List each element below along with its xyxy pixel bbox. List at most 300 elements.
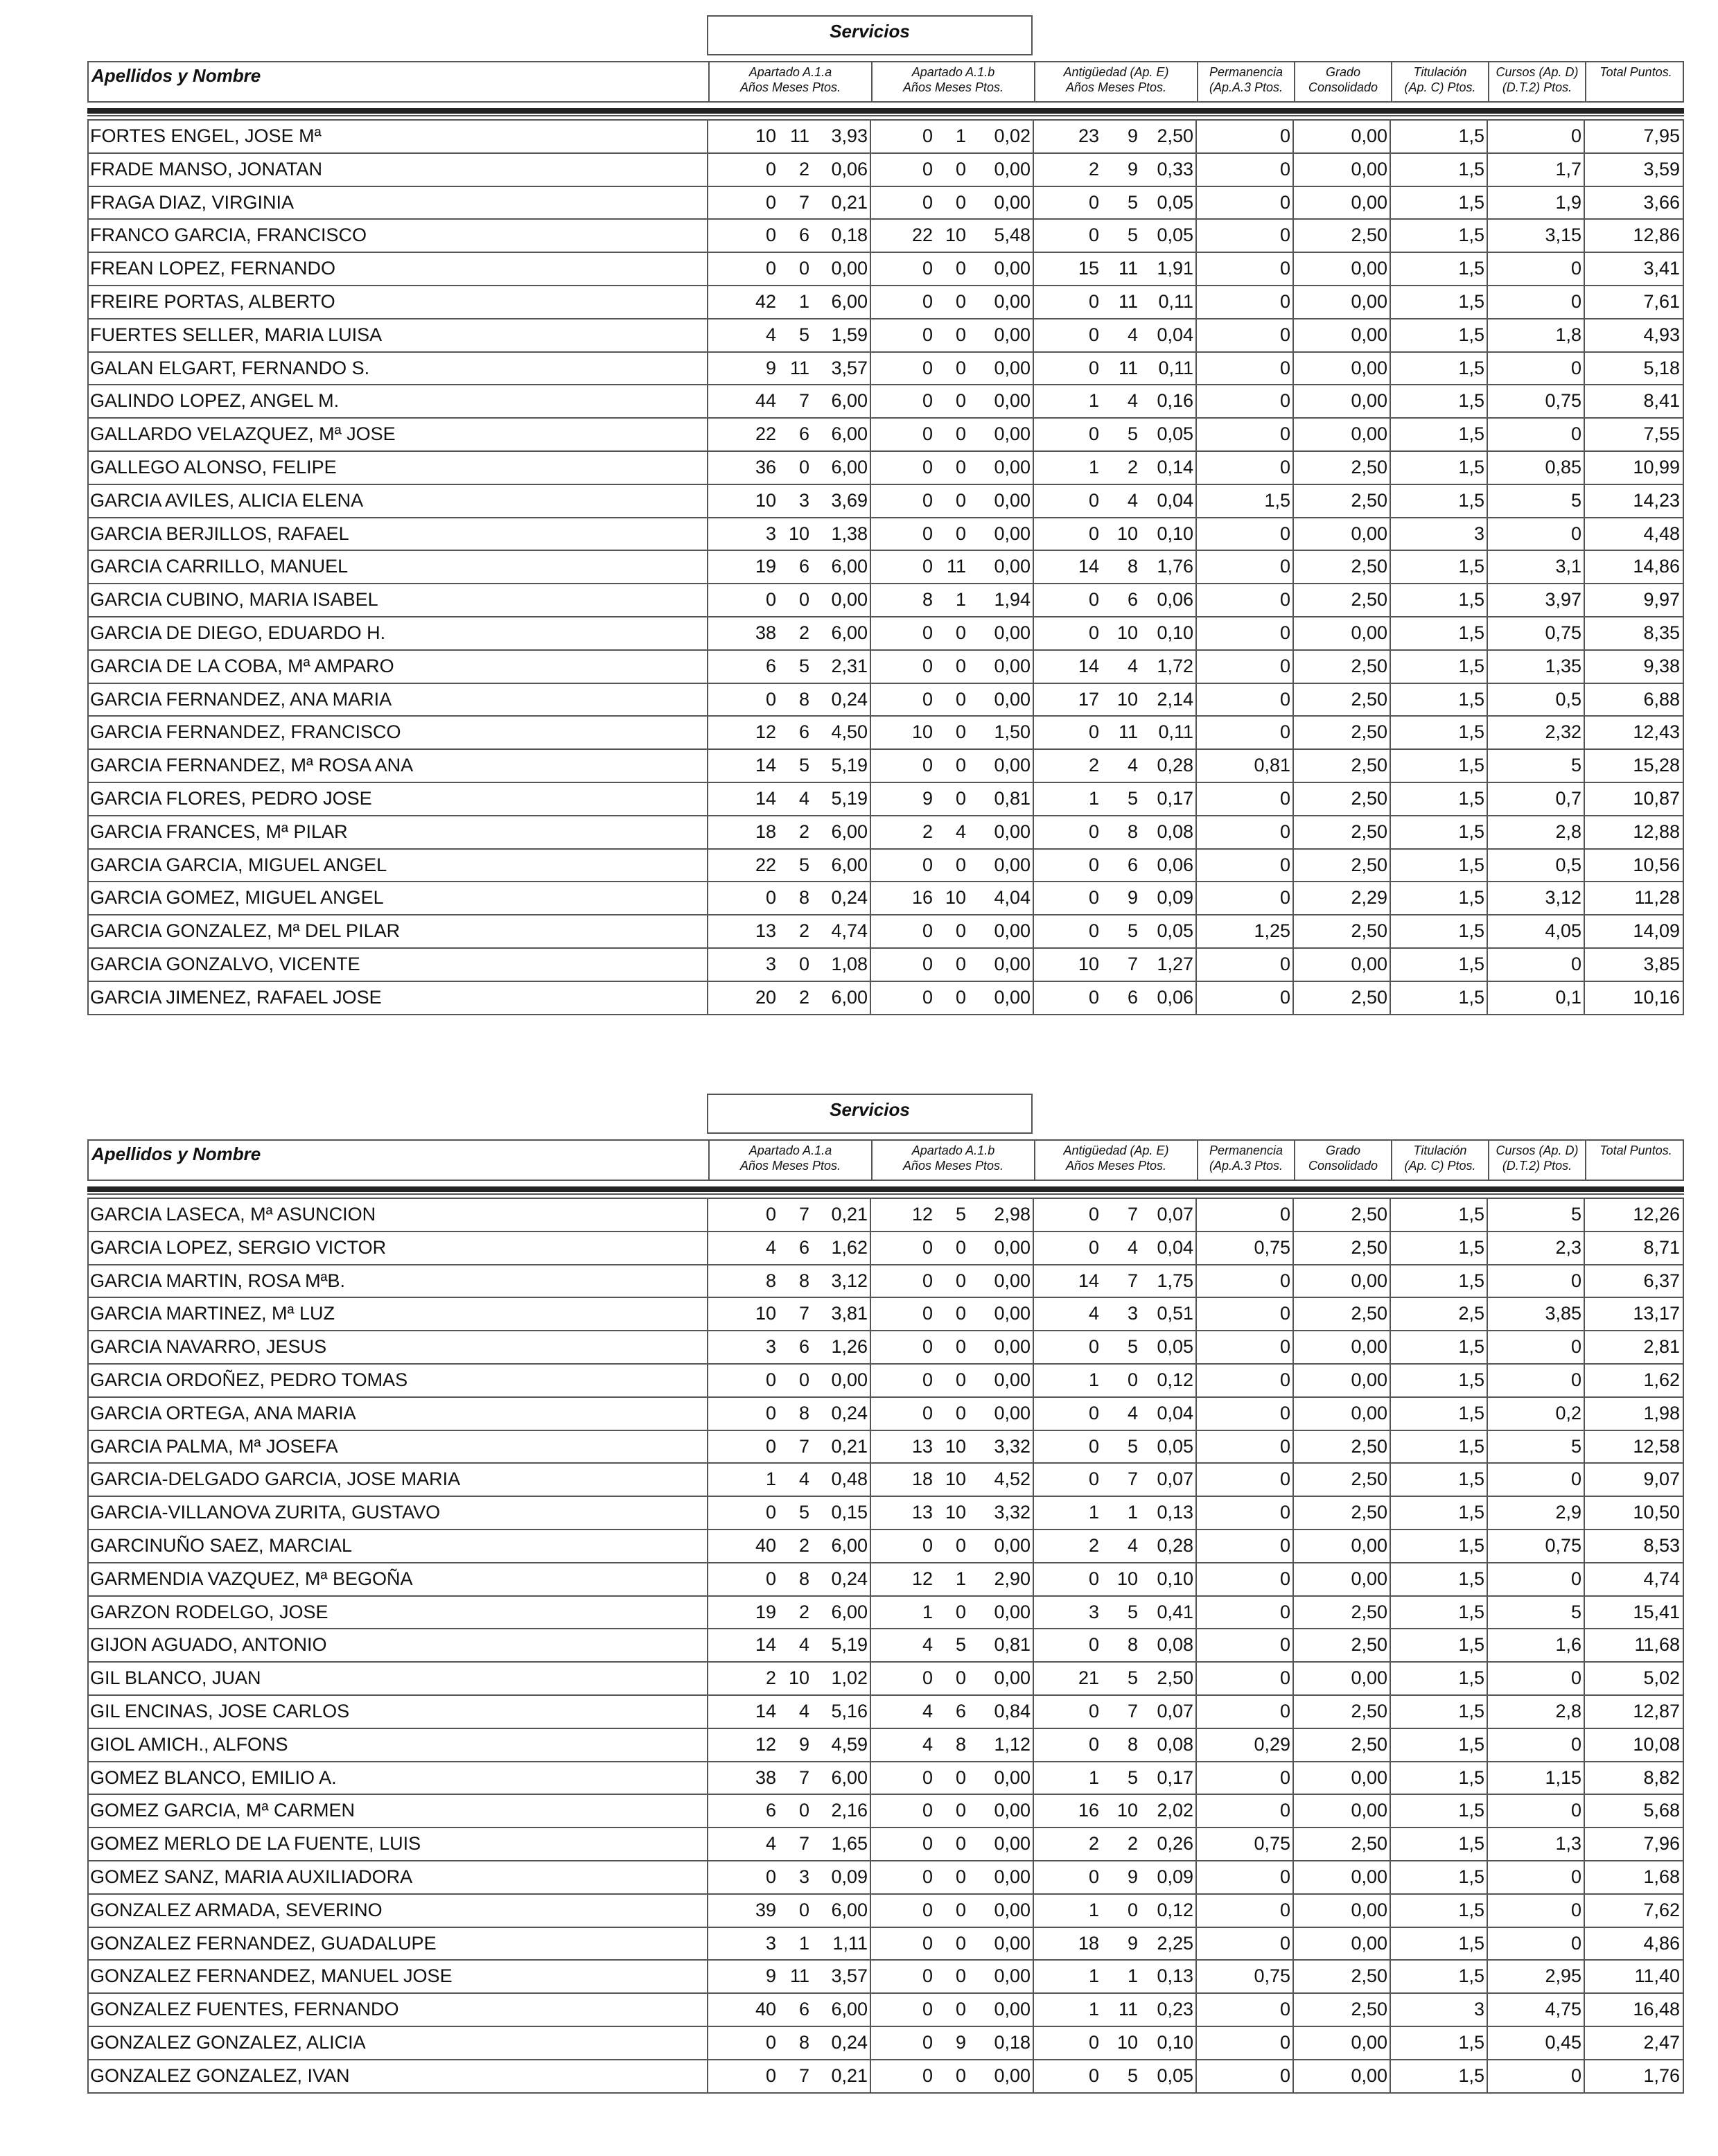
column-divider (870, 1398, 871, 1430)
column-divider (1195, 319, 1197, 351)
cell-cursos: 3,12 (1545, 887, 1581, 909)
cell-total: 15,41 (1633, 1601, 1680, 1622)
table-row (89, 119, 1683, 152)
column-divider (1195, 286, 1197, 318)
header-line-2: (Ap.A.3 Ptos. (1209, 1159, 1283, 1173)
column-divider (1195, 452, 1197, 484)
column-divider (1390, 1729, 1391, 1761)
column-divider (870, 1928, 871, 1960)
cell-a1a-points: 0,09 (831, 1866, 868, 1887)
cell-a1b-points: 0,81 (994, 787, 1031, 809)
cell-grado: 2,50 (1351, 920, 1387, 942)
column-divider (870, 1530, 871, 1562)
cell-permanencia: 0 (1279, 1534, 1290, 1556)
cell-grado: 0,00 (1351, 158, 1387, 179)
cell-titulacion: 1,5 (1458, 1965, 1484, 1987)
cell-titulacion: 1,5 (1458, 191, 1484, 213)
cell-a1b-months: 0 (955, 1999, 966, 2020)
cell-antig-months: 8 (1127, 556, 1138, 577)
cell-total: 14,23 (1633, 489, 1680, 511)
cell-total: 15,28 (1633, 755, 1680, 776)
cell-a1a-points: 3,69 (831, 489, 868, 511)
cell-antig-points: 0,04 (1157, 324, 1193, 345)
column-divider (1584, 850, 1585, 882)
header-line-2: Años Meses Ptos. (1065, 1159, 1167, 1173)
header-column-6 (1391, 62, 1488, 101)
cell-permanencia: 0 (1279, 589, 1290, 611)
column-divider (1033, 584, 1034, 616)
cell-a1a-months: 4 (798, 1634, 809, 1656)
column-divider (1292, 419, 1294, 450)
column-divider (1584, 551, 1585, 583)
column-divider (707, 1729, 708, 1761)
cell-total: 10,99 (1633, 456, 1680, 477)
cell-a1a-points: 1,65 (831, 1833, 868, 1855)
header-line-1: Apartado A.1.a (748, 1143, 832, 1157)
cell-antig-years: 0 (1088, 1402, 1099, 1423)
cell-a1a-years: 3 (765, 1336, 776, 1358)
cell-antig-points: 0,07 (1157, 1700, 1193, 1721)
row-name: FORTES ENGEL, JOSE Mª (90, 125, 322, 146)
table-row (89, 318, 1683, 351)
column-divider (1195, 2060, 1197, 2092)
cell-cursos: 2,8 (1555, 1700, 1581, 1721)
row-name: GARCIA ORTEGA, ANA MARIA (90, 1402, 356, 1423)
cell-a1a-points: 5,19 (831, 755, 868, 776)
cell-a1b-months: 10 (945, 1469, 966, 1490)
header-column-7 (1488, 62, 1585, 101)
cell-a1b-years: 0 (922, 1303, 933, 1324)
cell-titulacion: 1,5 (1458, 2065, 1484, 2086)
cell-a1a-points: 3,81 (831, 1303, 868, 1324)
table-row (89, 1728, 1683, 1761)
cell-a1a-months: 2 (798, 622, 809, 643)
cell-a1a-years: 0 (765, 258, 776, 279)
column-divider (1390, 1895, 1391, 1927)
column-divider (1390, 419, 1391, 450)
column-divider (1033, 1431, 1034, 1463)
cell-a1a-months: 4 (798, 1700, 809, 1721)
column-divider (1292, 1398, 1294, 1430)
cell-a1a-points: 4,74 (831, 920, 868, 942)
column-header-row (87, 61, 1684, 103)
column-divider (1487, 2060, 1488, 2092)
cell-a1b-years: 16 (911, 887, 933, 909)
cell-antig-years: 21 (1078, 1667, 1099, 1689)
cell-a1b-points: 0,00 (994, 456, 1031, 477)
cell-titulacion: 1,5 (1458, 854, 1484, 875)
cell-titulacion: 1,5 (1458, 225, 1484, 246)
cell-a1b-months: 4 (955, 821, 966, 842)
cell-a1a-points: 0,24 (831, 887, 868, 909)
cell-antig-years: 0 (1088, 423, 1099, 445)
column-divider (1487, 419, 1488, 450)
cell-antig-years: 0 (1088, 1866, 1099, 1887)
cell-a1b-years: 4 (922, 1700, 933, 1721)
cell-total: 3,85 (1643, 953, 1680, 974)
cell-a1a-months: 0 (798, 953, 809, 974)
cell-antig-months: 7 (1127, 1204, 1138, 1225)
column-divider (1292, 584, 1294, 616)
column-divider (1584, 353, 1585, 385)
header-line-1: Permanencia (1209, 1143, 1283, 1157)
column-divider (1033, 419, 1034, 450)
table-row (89, 1529, 1683, 1562)
table-row (89, 1363, 1683, 1396)
cell-cursos: 0 (1570, 357, 1581, 378)
column-divider (1584, 1663, 1585, 1694)
column-divider (1292, 1563, 1294, 1595)
column-divider (1390, 816, 1391, 848)
column-divider (707, 1795, 708, 1827)
column-divider (1292, 253, 1294, 285)
column-divider (707, 1563, 708, 1595)
cell-a1a-years: 0 (765, 1866, 776, 1887)
cell-cursos: 0 (1570, 523, 1581, 544)
cell-antig-points: 0,05 (1157, 1336, 1193, 1358)
cell-a1b-years: 0 (922, 556, 933, 577)
cell-grado: 0,00 (1351, 423, 1387, 445)
cell-antig-years: 1 (1088, 456, 1099, 477)
cell-grado: 0,00 (1351, 1932, 1387, 1954)
table-row (89, 2026, 1683, 2059)
column-divider (1390, 850, 1391, 882)
cell-antig-points: 0,10 (1157, 523, 1193, 544)
cell-a1b-months: 0 (955, 390, 966, 412)
column-divider (1584, 1431, 1585, 1463)
row-name: GARCIA GARCIA, MIGUEL ANGEL (90, 854, 387, 875)
cell-grado: 0,00 (1351, 1866, 1387, 1887)
column-divider (870, 949, 871, 981)
cell-a1b-months: 0 (955, 2065, 966, 2086)
table-row (89, 914, 1683, 947)
column-divider (1195, 1398, 1197, 1430)
table-row (89, 1462, 1683, 1496)
row-name: GOMEZ SANZ, MARIA AUXILIADORA (90, 1866, 413, 1887)
cell-a1a-points: 0,00 (831, 1369, 868, 1390)
column-divider (1195, 1629, 1197, 1661)
cell-a1a-years: 36 (755, 456, 776, 477)
column-divider (870, 1895, 871, 1927)
cell-a1a-points: 6,00 (831, 622, 868, 643)
column-divider (1487, 1530, 1488, 1562)
cell-antig-years: 0 (1088, 1435, 1099, 1457)
cell-a1a-years: 4 (765, 1833, 776, 1855)
cell-titulacion: 1,5 (1458, 655, 1484, 676)
cell-cursos: 2,32 (1545, 721, 1581, 743)
cell-a1a-points: 0,21 (831, 1204, 868, 1225)
column-divider (1584, 816, 1585, 848)
cell-a1a-months: 5 (798, 324, 809, 345)
column-divider (1390, 651, 1391, 683)
column-divider (1292, 154, 1294, 186)
column-divider (1033, 949, 1034, 981)
cell-a1a-points: 1,62 (831, 1236, 868, 1258)
column-divider (707, 651, 708, 683)
cell-grado: 0,00 (1351, 1568, 1387, 1589)
cell-cursos: 5 (1570, 755, 1581, 776)
cell-a1a-months: 0 (798, 1369, 809, 1390)
cell-grado: 2,50 (1351, 986, 1387, 1008)
table-row (89, 947, 1683, 981)
cell-a1a-points: 5,19 (831, 1634, 868, 1656)
cell-titulacion: 1,5 (1458, 755, 1484, 776)
table-row (89, 1628, 1683, 1661)
column-divider (1390, 1828, 1391, 1860)
cell-antig-years: 0 (1088, 986, 1099, 1008)
column-divider (1292, 385, 1294, 417)
cell-total: 9,38 (1643, 655, 1680, 676)
cell-a1b-years: 10 (911, 721, 933, 743)
column-divider (707, 1663, 708, 1694)
cell-permanencia: 0 (1279, 1932, 1290, 1954)
cell-antig-points: 0,06 (1157, 986, 1193, 1008)
cell-antig-months: 11 (1118, 1999, 1138, 2020)
cell-a1b-months: 0 (955, 622, 966, 643)
row-name: GARCIA-DELGADO GARCIA, JOSE MARIA (90, 1469, 461, 1490)
cell-antig-years: 1 (1088, 1502, 1099, 1523)
column-divider (707, 1398, 708, 1430)
cell-a1b-months: 0 (955, 787, 966, 809)
cell-antig-years: 0 (1088, 290, 1099, 312)
cell-a1a-points: 0,24 (831, 2031, 868, 2053)
cell-grado: 0,00 (1351, 191, 1387, 213)
column-divider (1033, 1563, 1034, 1595)
cell-total: 12,88 (1633, 821, 1680, 842)
cell-cursos: 0 (1570, 1932, 1581, 1954)
column-divider (1584, 1828, 1585, 1860)
cell-total: 1,62 (1643, 1369, 1680, 1390)
cell-antig-points: 0,06 (1157, 854, 1193, 875)
cell-cursos: 0,75 (1545, 390, 1581, 412)
column-divider (1390, 783, 1391, 815)
cell-cursos: 0,1 (1555, 986, 1581, 1008)
cell-antig-years: 0 (1088, 1700, 1099, 1721)
cell-a1a-years: 4 (765, 1236, 776, 1258)
cell-titulacion: 1,5 (1458, 2031, 1484, 2053)
cell-a1a-points: 3,93 (831, 125, 868, 146)
cell-a1b-months: 0 (955, 655, 966, 676)
cell-antig-years: 0 (1088, 1469, 1099, 1490)
cell-a1a-months: 6 (798, 1999, 809, 2020)
column-divider (1390, 1795, 1391, 1827)
column-divider (1390, 286, 1391, 318)
cell-cursos: 0 (1570, 1667, 1581, 1689)
cell-a1a-points: 0,15 (831, 1502, 868, 1523)
cell-antig-months: 9 (1127, 125, 1138, 146)
column-divider (1487, 1597, 1488, 1629)
column-divider (1584, 319, 1585, 351)
cell-cursos: 0,2 (1555, 1402, 1581, 1423)
cell-permanencia: 0 (1279, 1568, 1290, 1589)
column-divider (1584, 1398, 1585, 1430)
header-line-1: Total Puntos. (1599, 1143, 1672, 1157)
column-divider (1033, 1331, 1034, 1363)
row-name: FRAGA DIAZ, VIRGINIA (90, 191, 295, 213)
cell-a1a-months: 2 (798, 158, 809, 179)
column-divider (1584, 915, 1585, 947)
cell-total: 9,07 (1643, 1469, 1680, 1490)
column-divider (1292, 1464, 1294, 1496)
cell-a1b-points: 0,00 (994, 191, 1031, 213)
cell-cursos: 2,8 (1555, 821, 1581, 842)
cell-a1b-points: 0,00 (994, 1303, 1031, 1324)
cell-a1b-years: 0 (922, 1767, 933, 1788)
cell-antig-points: 0,10 (1157, 2031, 1193, 2053)
column-divider (1033, 2060, 1034, 2092)
cell-cursos: 3,85 (1545, 1303, 1581, 1324)
cell-a1a-months: 5 (798, 854, 809, 875)
cell-a1b-months: 1 (955, 125, 966, 146)
column-divider (1390, 1563, 1391, 1595)
cell-total: 7,95 (1643, 125, 1680, 146)
cell-a1a-points: 6,00 (831, 290, 868, 312)
cell-a1b-years: 0 (922, 986, 933, 1008)
cell-titulacion: 1,5 (1458, 489, 1484, 511)
column-divider (1390, 584, 1391, 616)
cell-a1a-years: 0 (765, 158, 776, 179)
cell-titulacion: 1,5 (1458, 1767, 1484, 1788)
cell-a1b-months: 0 (955, 1899, 966, 1920)
cell-a1b-points: 0,84 (994, 1700, 1031, 1721)
column-divider (1584, 385, 1585, 417)
header-column-1 (708, 62, 871, 101)
column-divider (1195, 783, 1197, 815)
cell-permanencia: 0,75 (1254, 1965, 1290, 1987)
table-row (89, 848, 1683, 882)
cell-a1b-years: 0 (922, 2065, 933, 2086)
column-divider (1390, 1762, 1391, 1794)
column-divider (1390, 353, 1391, 385)
header-line-2: (Ap.A.3 Ptos. (1209, 80, 1283, 94)
cell-antig-points: 0,09 (1157, 887, 1193, 909)
cell-a1b-points: 0,18 (994, 2031, 1031, 2053)
column-divider (1033, 1464, 1034, 1496)
cell-antig-months: 8 (1127, 1733, 1138, 1755)
cell-antig-months: 10 (1116, 2031, 1138, 2053)
cell-a1a-points: 1,02 (831, 1667, 868, 1689)
column-divider (1195, 485, 1197, 517)
column-divider (1390, 1199, 1391, 1231)
header-column-4 (1197, 1141, 1294, 1180)
table-row (89, 186, 1683, 219)
cell-a1a-months: 8 (798, 1270, 809, 1291)
column-divider (1584, 584, 1585, 616)
column-divider (1292, 1861, 1294, 1893)
cell-a1b-points: 0,00 (994, 258, 1031, 279)
cell-a1b-years: 0 (922, 1336, 933, 1358)
column-divider (1033, 750, 1034, 782)
column-divider (870, 1861, 871, 1893)
cell-antig-years: 0 (1088, 191, 1099, 213)
cell-a1b-years: 1 (922, 1601, 933, 1622)
cell-total: 9,97 (1643, 589, 1680, 611)
cell-antig-years: 10 (1078, 953, 1099, 974)
column-divider (707, 2027, 708, 2059)
row-name: GARCIA-VILLANOVA ZURITA, GUSTAVO (90, 1502, 441, 1523)
cell-a1b-points: 4,52 (994, 1469, 1031, 1490)
cell-permanencia: 0 (1279, 1634, 1290, 1656)
cell-a1a-years: 14 (755, 787, 776, 809)
cell-a1b-years: 0 (922, 523, 933, 544)
header-line-2: Años Meses Ptos. (902, 80, 1004, 94)
column-divider (1292, 1762, 1294, 1794)
cell-a1b-points: 0,00 (994, 1601, 1031, 1622)
cell-titulacion: 1,5 (1458, 1601, 1484, 1622)
cell-cursos: 0 (1570, 423, 1581, 445)
cell-cursos: 0 (1570, 1899, 1581, 1920)
table-row (89, 583, 1683, 616)
cell-cursos: 0 (1570, 1270, 1581, 1291)
header-line-1: Cursos (Ap. D) (1496, 65, 1579, 79)
cell-antig-years: 1 (1088, 1899, 1099, 1920)
cell-titulacion: 1,5 (1458, 1899, 1484, 1920)
cell-total: 11,68 (1634, 1634, 1680, 1656)
cell-a1a-years: 40 (755, 1999, 776, 2020)
header-line-2: (Ap. C) Ptos. (1404, 1159, 1476, 1173)
column-divider (1390, 1961, 1391, 1992)
table-row (89, 1496, 1683, 1529)
column-divider (707, 1895, 708, 1927)
cell-permanencia: 0,81 (1254, 755, 1290, 776)
table-row (89, 550, 1683, 583)
cell-a1b-years: 22 (911, 225, 933, 246)
row-name: GARCINUÑO SAEZ, MARCIAL (90, 1534, 353, 1556)
cell-a1b-months: 0 (955, 258, 966, 279)
column-divider (870, 915, 871, 947)
column-divider (1195, 1530, 1197, 1562)
column-divider (1584, 651, 1585, 683)
cell-a1a-months: 6 (798, 225, 809, 246)
cell-permanencia: 0 (1279, 655, 1290, 676)
column-divider (1390, 1464, 1391, 1496)
cell-a1b-years: 0 (922, 755, 933, 776)
column-divider (1487, 253, 1488, 285)
cell-permanencia: 0 (1279, 423, 1290, 445)
column-divider (870, 452, 871, 484)
cell-a1a-points: 6,00 (831, 1999, 868, 2020)
cell-a1b-months: 10 (945, 225, 966, 246)
cell-titulacion: 1,5 (1458, 1932, 1484, 1954)
cell-a1b-points: 0,00 (994, 523, 1031, 544)
cell-a1a-points: 0,24 (831, 1402, 868, 1423)
table-row (89, 417, 1683, 450)
cell-cursos: 1,7 (1555, 158, 1581, 179)
cell-grado: 0,00 (1351, 953, 1387, 974)
cell-permanencia: 0 (1279, 1866, 1290, 1887)
cell-antig-months: 8 (1127, 821, 1138, 842)
cell-total: 1,68 (1643, 1866, 1680, 1887)
cell-antig-points: 2,50 (1157, 125, 1193, 146)
column-divider (1487, 385, 1488, 417)
cell-a1a-years: 3 (765, 1932, 776, 1954)
column-divider (870, 2060, 871, 2092)
row-name: GARCIA GONZALEZ, Mª DEL PILAR (90, 920, 401, 942)
cell-permanencia: 0 (1279, 357, 1290, 378)
cell-total: 6,88 (1643, 688, 1680, 710)
cell-total: 10,08 (1633, 1733, 1680, 1755)
cell-antig-months: 9 (1127, 887, 1138, 909)
column-divider (1390, 1861, 1391, 1893)
cell-total: 10,50 (1633, 1502, 1680, 1523)
cell-a1b-years: 4 (922, 1733, 933, 1755)
cell-a1b-months: 0 (955, 1965, 966, 1987)
cell-a1a-months: 0 (798, 258, 809, 279)
cell-a1a-years: 44 (755, 390, 776, 412)
cell-antig-points: 2,14 (1157, 688, 1193, 710)
cell-antig-years: 0 (1088, 1236, 1099, 1258)
column-divider (1487, 286, 1488, 318)
